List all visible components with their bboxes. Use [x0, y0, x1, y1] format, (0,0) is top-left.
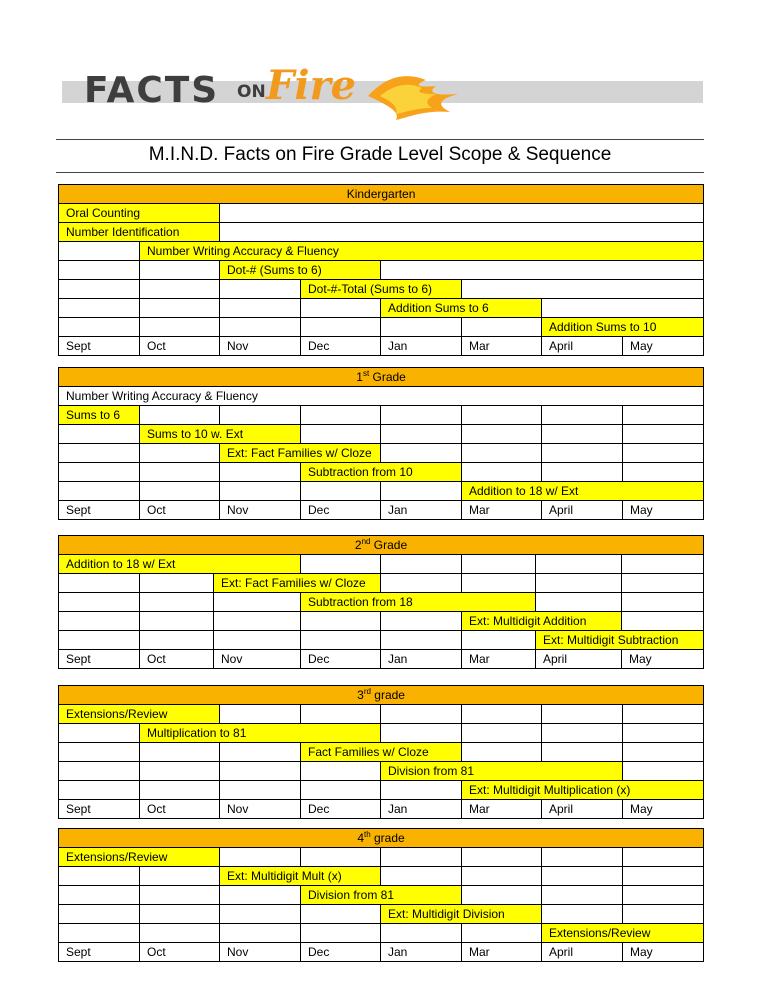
empty-cell	[622, 593, 704, 612]
empty-span	[220, 223, 704, 242]
empty-cell	[220, 924, 301, 943]
empty-cell	[542, 905, 623, 924]
activity-bar: Multiplication to 81	[140, 724, 381, 743]
page-title: M.I.N.D. Facts on Fire Grade Level Scope & Sequence	[148, 144, 612, 165]
empty-cell	[59, 612, 140, 631]
empty-cell	[140, 612, 214, 631]
month-label: Jan	[381, 650, 462, 669]
grade-heading	[59, 536, 704, 555]
month-label: April	[542, 800, 623, 819]
empty-cell	[623, 848, 704, 867]
empty-cell	[220, 905, 301, 924]
empty-cell	[220, 743, 301, 762]
month-label: Nov	[220, 800, 301, 819]
empty-cell	[623, 743, 704, 762]
month-label: Mar	[462, 650, 536, 669]
activity-bar: Sums to 6	[59, 406, 140, 425]
kindergarten-table	[58, 184, 704, 356]
grade-heading: Kindergarten	[59, 185, 704, 204]
empty-cell	[220, 299, 301, 318]
empty-cell	[140, 444, 220, 463]
empty-cell	[381, 406, 462, 425]
empty-cell	[140, 463, 220, 482]
empty-cell	[214, 631, 301, 650]
empty-cell	[59, 280, 140, 299]
empty-cell	[301, 299, 381, 318]
empty-cell	[462, 631, 536, 650]
month-label: Dec	[301, 800, 381, 819]
empty-cell	[59, 762, 140, 781]
month-label: Oct	[140, 337, 220, 356]
grade-number: 3	[357, 688, 364, 702]
empty-cell	[140, 905, 220, 924]
grade-ordinal: nd	[361, 537, 371, 546]
grade-2-table	[58, 535, 704, 669]
empty-cell	[301, 781, 381, 800]
empty-cell	[301, 705, 381, 724]
month-label: Dec	[301, 943, 381, 962]
activity-bar: Ext: Multidigit Mult (x)	[220, 867, 381, 886]
month-label: April	[536, 650, 622, 669]
empty-cell	[59, 425, 140, 444]
empty-cell	[140, 482, 220, 501]
month-label: Oct	[140, 800, 220, 819]
empty-cell	[462, 574, 536, 593]
month-label: April	[542, 337, 623, 356]
activity-bar: Number Identification	[59, 223, 220, 242]
empty-cell	[542, 425, 623, 444]
empty-cell	[381, 555, 462, 574]
empty-cell	[140, 867, 220, 886]
empty-cell	[381, 631, 462, 650]
month-label: Sept	[59, 943, 140, 962]
month-label: Dec	[301, 650, 381, 669]
month-label: Mar	[462, 501, 542, 520]
empty-cell	[462, 886, 542, 905]
grade-word: grade	[370, 831, 405, 845]
month-label: Nov	[214, 650, 301, 669]
empty-span	[462, 280, 704, 299]
empty-cell	[59, 261, 140, 280]
month-label: Oct	[140, 650, 214, 669]
empty-cell	[140, 743, 220, 762]
empty-cell	[301, 924, 381, 943]
empty-cell	[462, 705, 542, 724]
title-rule-bottom	[56, 172, 704, 173]
month-label: April	[542, 943, 623, 962]
empty-cell	[220, 781, 301, 800]
grade-word: grade	[370, 688, 405, 702]
empty-cell	[140, 574, 214, 593]
empty-cell	[301, 425, 381, 444]
empty-cell	[462, 425, 542, 444]
activity-bar: Extensions/Review	[542, 924, 704, 943]
activity-bar: Addition Sums to 6	[381, 299, 542, 318]
grade-word: Grade	[369, 370, 406, 384]
grade-3-table	[58, 685, 704, 819]
empty-cell	[59, 743, 140, 762]
grade-ordinal: st	[362, 369, 370, 378]
month-label: Oct	[140, 501, 220, 520]
empty-cell	[623, 762, 704, 781]
empty-cell	[59, 924, 140, 943]
activity-bar: Addition Sums to 10	[542, 318, 704, 337]
empty-cell	[214, 593, 301, 612]
empty-cell	[623, 724, 704, 743]
empty-cell	[140, 781, 220, 800]
empty-cell	[536, 574, 622, 593]
month-label: Jan	[381, 501, 462, 520]
empty-cell	[462, 555, 536, 574]
empty-span	[542, 299, 704, 318]
empty-cell	[462, 724, 542, 743]
facts-on-fire-logo	[70, 62, 470, 126]
empty-cell	[59, 299, 140, 318]
title-rule-top	[56, 139, 704, 140]
empty-cell	[381, 574, 462, 593]
empty-cell	[220, 705, 301, 724]
month-label: Jan	[381, 943, 462, 962]
activity-bar: Ext: Multidigit Addition	[462, 612, 622, 631]
empty-cell	[623, 463, 704, 482]
empty-cell	[301, 762, 381, 781]
empty-cell	[381, 848, 462, 867]
empty-cell	[220, 406, 301, 425]
grade-heading	[59, 686, 704, 705]
empty-cell	[59, 593, 140, 612]
empty-cell	[381, 612, 462, 631]
month-label: Mar	[462, 943, 542, 962]
empty-cell	[59, 724, 140, 743]
activity-bar: Dot-#-Total (Sums to 6)	[301, 280, 462, 299]
empty-cell	[462, 406, 542, 425]
empty-cell	[140, 318, 220, 337]
month-label: Sept	[59, 800, 140, 819]
empty-cell	[381, 482, 462, 501]
month-label: Jan	[381, 337, 462, 356]
empty-cell	[623, 886, 704, 905]
month-label: Nov	[220, 337, 301, 356]
month-label: Jan	[381, 800, 462, 819]
activity-bar: Ext: Multidigit Subtraction	[536, 631, 704, 650]
grade-ordinal: th	[364, 830, 371, 839]
empty-cell	[536, 555, 622, 574]
empty-cell	[140, 280, 220, 299]
month-label: Sept	[59, 650, 140, 669]
empty-cell	[140, 593, 214, 612]
empty-cell	[59, 905, 140, 924]
empty-cell	[214, 612, 301, 631]
empty-cell	[140, 886, 220, 905]
activity-bar: Subtraction from 10	[301, 463, 462, 482]
empty-cell	[220, 482, 301, 501]
activity-bar: Extensions/Review	[59, 848, 220, 867]
empty-cell	[301, 318, 381, 337]
grade-heading	[59, 368, 704, 387]
empty-cell	[542, 406, 623, 425]
month-label: Dec	[301, 337, 381, 356]
empty-cell	[381, 867, 462, 886]
empty-cell	[462, 867, 542, 886]
month-label: May	[623, 943, 704, 962]
empty-cell	[462, 848, 542, 867]
empty-cell	[623, 406, 704, 425]
activity-bar: Addition to 18 w/ Ext	[462, 482, 704, 501]
empty-cell	[542, 724, 623, 743]
empty-cell	[301, 905, 381, 924]
grade-heading	[59, 829, 704, 848]
empty-cell	[59, 444, 140, 463]
empty-cell	[220, 318, 301, 337]
empty-cell	[536, 593, 622, 612]
empty-cell	[462, 444, 542, 463]
logo-fire-text: Fire	[266, 62, 357, 109]
activity-bar: Oral Counting	[59, 204, 220, 223]
logo-on-text: ON	[237, 82, 266, 102]
empty-cell	[381, 724, 462, 743]
empty-cell	[462, 318, 542, 337]
empty-cell	[59, 867, 140, 886]
grade-1-table	[58, 367, 704, 520]
grade-number: 4	[357, 831, 364, 845]
month-label: Oct	[140, 943, 220, 962]
empty-cell	[542, 463, 623, 482]
month-label: Dec	[301, 501, 381, 520]
empty-cell	[59, 482, 140, 501]
activity-row: Number Writing Accuracy & Fluency	[59, 387, 704, 406]
grade-ordinal: rd	[363, 687, 371, 696]
empty-cell	[301, 482, 381, 501]
grade-number: 1	[356, 370, 363, 384]
activity-bar: Extensions/Review	[59, 705, 220, 724]
empty-cell	[462, 924, 542, 943]
empty-cell	[140, 261, 220, 280]
empty-cell	[59, 886, 140, 905]
month-label: Sept	[59, 501, 140, 520]
activity-bar: Division from 81	[381, 762, 623, 781]
empty-cell	[301, 406, 381, 425]
empty-cell	[140, 924, 220, 943]
empty-cell	[622, 574, 704, 593]
empty-cell	[623, 867, 704, 886]
empty-cell	[220, 762, 301, 781]
empty-cell	[542, 886, 623, 905]
month-label: Sept	[59, 337, 140, 356]
empty-cell	[220, 886, 301, 905]
empty-cell	[301, 848, 381, 867]
month-label: May	[623, 337, 704, 356]
activity-bar: Dot-# (Sums to 6)	[220, 261, 381, 280]
empty-cell	[622, 612, 704, 631]
empty-span	[381, 261, 704, 280]
logo-facts-text: FACTS	[84, 70, 220, 111]
empty-cell	[301, 631, 381, 650]
empty-cell	[462, 463, 542, 482]
activity-bar: Ext: Multidigit Multiplication (x)	[462, 781, 704, 800]
month-label: May	[622, 650, 704, 669]
month-label: May	[623, 501, 704, 520]
empty-cell	[220, 280, 301, 299]
empty-cell	[381, 425, 462, 444]
empty-cell	[381, 924, 462, 943]
empty-cell	[140, 762, 220, 781]
empty-cell	[301, 612, 381, 631]
activity-bar: Number Writing Accuracy & Fluency	[140, 242, 704, 261]
empty-cell	[462, 743, 542, 762]
month-label: April	[542, 501, 623, 520]
empty-cell	[140, 631, 214, 650]
activity-bar: Sums to 10 w. Ext	[140, 425, 301, 444]
activity-bar: Subtraction from 18	[301, 593, 536, 612]
activity-bar: Division from 81	[301, 886, 462, 905]
month-label: Nov	[220, 943, 301, 962]
grade-number: 2	[354, 538, 362, 552]
empty-cell	[381, 444, 462, 463]
flame-icon	[366, 66, 466, 122]
empty-cell	[301, 555, 381, 574]
empty-cell	[59, 463, 140, 482]
empty-cell	[622, 555, 704, 574]
empty-cell	[542, 444, 623, 463]
activity-bar: Ext: Fact Families w/ Cloze	[214, 574, 381, 593]
empty-cell	[623, 444, 704, 463]
empty-cell	[140, 406, 220, 425]
empty-cell	[623, 905, 704, 924]
grade-word: Grade	[370, 538, 408, 552]
empty-cell	[381, 318, 462, 337]
empty-cell	[623, 425, 704, 444]
activity-bar: Fact Families w/ Cloze	[301, 743, 462, 762]
empty-cell	[542, 705, 623, 724]
empty-cell	[59, 574, 140, 593]
month-label: Nov	[220, 501, 301, 520]
empty-cell	[59, 318, 140, 337]
month-label: Mar	[462, 337, 542, 356]
empty-cell	[542, 848, 623, 867]
month-label: May	[623, 800, 704, 819]
empty-cell	[220, 848, 301, 867]
empty-cell	[59, 631, 140, 650]
activity-bar: Ext: Multidigit Division	[381, 905, 542, 924]
empty-cell	[59, 781, 140, 800]
empty-cell	[542, 743, 623, 762]
empty-cell	[220, 463, 301, 482]
activity-bar: Addition to 18 w/ Ext	[59, 555, 301, 574]
grade-4-table	[58, 828, 704, 962]
month-label: Mar	[462, 800, 542, 819]
empty-cell	[381, 781, 462, 800]
empty-cell	[381, 705, 462, 724]
activity-bar: Ext: Fact Families w/ Cloze	[220, 444, 381, 463]
empty-cell	[542, 867, 623, 886]
empty-cell	[140, 299, 220, 318]
empty-cell	[59, 242, 140, 261]
empty-cell	[623, 705, 704, 724]
empty-span	[220, 204, 704, 223]
